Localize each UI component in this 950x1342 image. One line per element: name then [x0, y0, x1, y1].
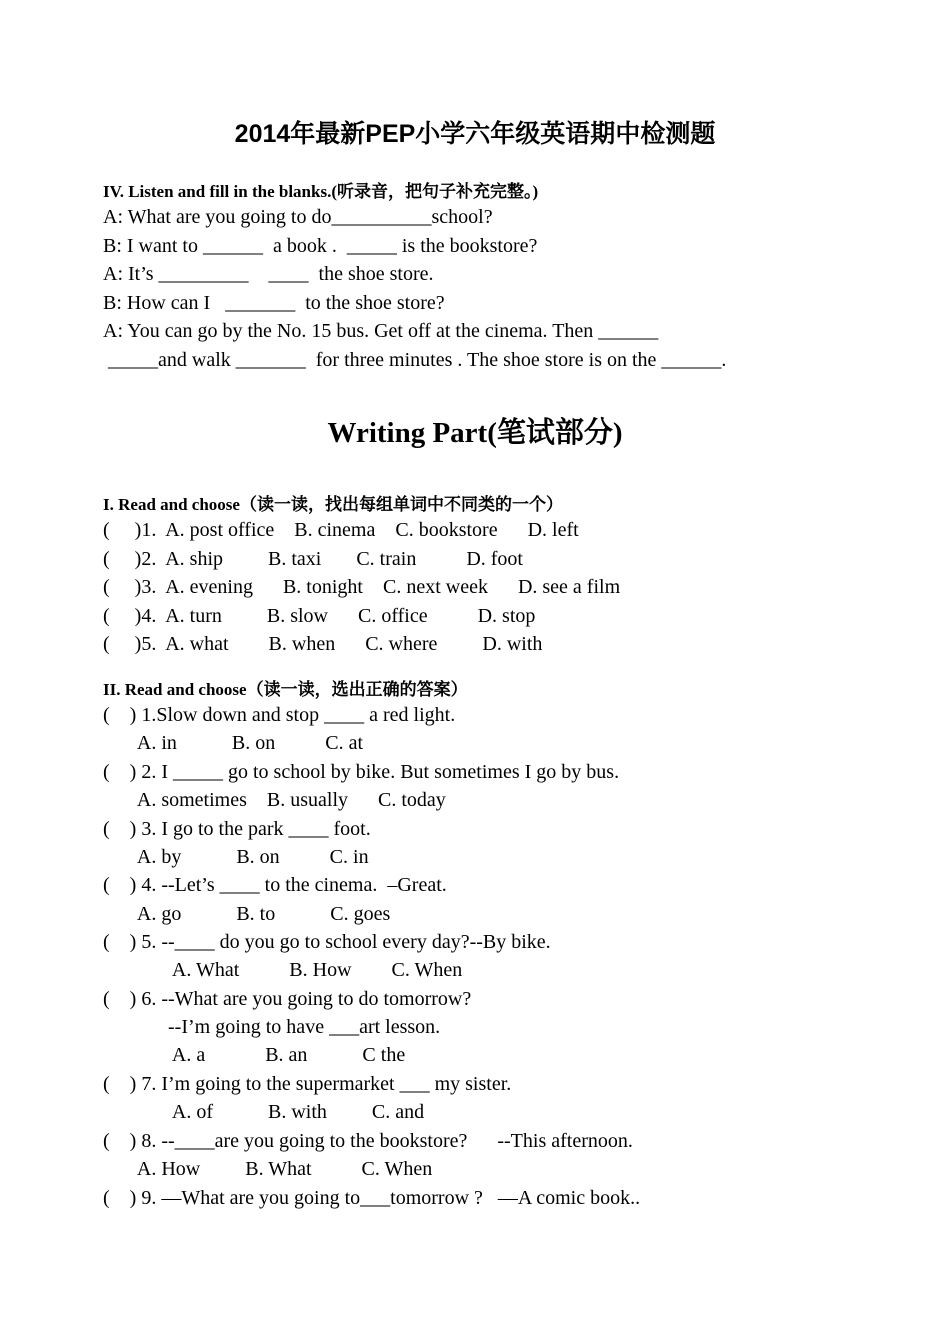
section-iv-line: A: You can go by the No. 15 bus. Get off at the cinema. Then ______ — [103, 320, 659, 342]
section-i-question: ( )2. A. ship B. taxi C. train D. foot — [103, 548, 523, 570]
section-ii-question: ( ) 9. —What are you going to___tomorrow ? —A comic book.. — [103, 1187, 641, 1209]
section-ii-options: A. of B. with C. and — [103, 1101, 425, 1123]
section-ii-question: ( ) 1.Slow down and stop ____ a red light. — [103, 704, 456, 726]
section-ii-heading: II. Read and choose（读一读，选出正确的答案） — [103, 680, 468, 699]
section-ii-options: A. by B. on C. in — [103, 846, 369, 868]
section-iv-line: A: What are you going to do__________school? — [103, 206, 493, 228]
page-title: 2014年最新PEP小学六年级英语期中检测题 — [234, 120, 716, 148]
section-ii-question: ( ) 4. --Let’s ____ to the cinema. –Great. — [103, 874, 447, 896]
writing-part-heading: Writing Part(笔试部分) — [327, 417, 623, 449]
section-ii-options: A. How B. What C. When — [103, 1158, 433, 1180]
section-iv-line: B: I want to ______ a book . _____ is the bookstore? — [103, 235, 538, 257]
section-iv-heading: IV. Listen and fill in the blanks.(听录音，把句子补充完整。) — [103, 182, 539, 201]
section-ii-question: ( ) 2. I _____ go to school by bike. But sometimes I go by bus. — [103, 761, 620, 783]
section-iv-line: _____and walk _______ for three minutes . The shoe store is on the ______. — [103, 349, 727, 371]
section-ii-question: ( ) 5. --____ do you go to school every day?--By bike. — [103, 931, 551, 953]
section-i-heading: I. Read and choose（读一读，找出每组单词中不同类的一个） — [103, 495, 563, 514]
section-ii-options: A. go B. to C. goes — [103, 903, 391, 925]
section-ii-question-cont: --I’m going to have ___art lesson. — [103, 1016, 441, 1038]
section-ii-question: ( ) 8. --____are you going to the bookstore? --This afternoon. — [103, 1130, 633, 1152]
section-ii-question: ( ) 7. I’m going to the supermarket ___ my sister. — [103, 1073, 512, 1095]
section-iv-line: B: How can I _______ to the shoe store? — [103, 292, 445, 314]
section-i-question: ( )4. A. turn B. slow C. office D. stop — [103, 605, 536, 627]
section-i-question: ( )5. A. what B. when C. where D. with — [103, 633, 543, 655]
section-iv-line: A: It’s _________ ____ the shoe store. — [103, 263, 434, 285]
section-ii-options: A. What B. How C. When — [103, 959, 463, 981]
section-ii-question: ( ) 3. I go to the park ____ foot. — [103, 818, 371, 840]
section-ii-options: A. sometimes B. usually C. today — [103, 789, 446, 811]
section-ii-options: A. a B. an C the — [103, 1044, 406, 1066]
section-ii-question: ( ) 6. --What are you going to do tomorrow? — [103, 988, 472, 1010]
section-i-question: ( )3. A. evening B. tonight C. next week D. see a film — [103, 576, 621, 598]
section-i-question: ( )1. A. post office B. cinema C. bookstore D. left — [103, 519, 579, 541]
section-ii-options: A. in B. on C. at — [103, 732, 364, 754]
